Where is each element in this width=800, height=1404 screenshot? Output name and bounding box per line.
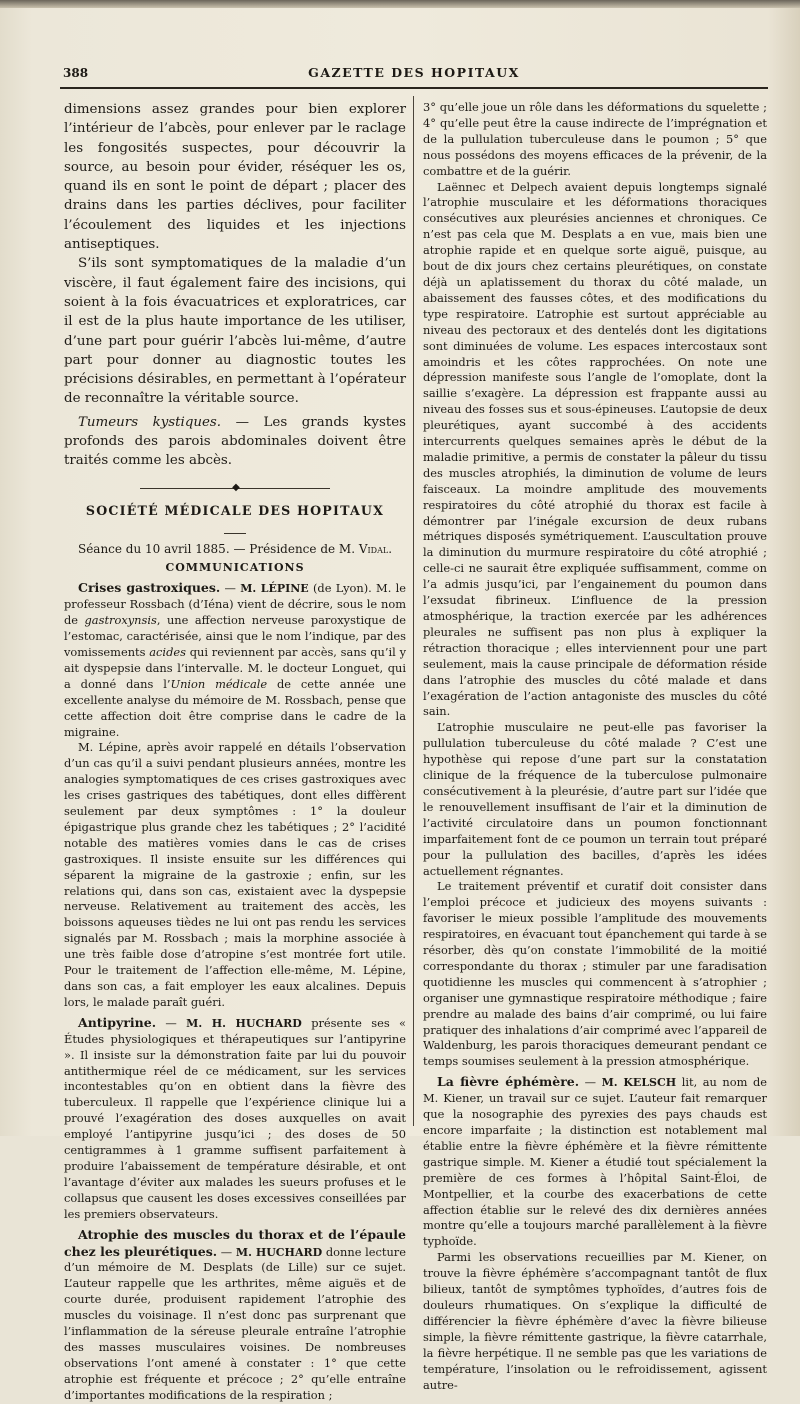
crises-text-4: de cette année une excellente analyse du mémoire de M. Rossbach, pense que cette affection doit être comprise dans le cadre de la migraine. xyxy=(64,676,406,739)
fievre-dash: — xyxy=(579,1075,602,1090)
lepine-paragraph: M. Lépine, après avoir rappelé en détails l’observation d’un cas qu’il a suivi pendant plusieurs années, montre les analogies symptomatiques de ces crises gastroxiques avec les crises gastriques des tabétiques, dont elles diffèrent seulement par deux symptômes : 1° la douleur épigastrique plus grande chez les tabétiques ; 2° l’acidité notable des matières vomies dans le cas de crises gastroxiques. Il insiste ensuite sur les différences qui séparent la migraine de la gastroxie ; enfin, sur les relations qui, dans son cas, existaient avec la dyspepsie nerveuse. Relativement au traitement des accès, les boissons aqueuses tièdes ne lui ont pas rendu les services signalés par M. Rossbach ; mais la morphine associée à une très faible dose d’atropine s’est montrée fort utile. Pour le traitement de l’affection elle-même, M. Lépine, dans son cas, a fait employer les eaux alcalines. Depuis lors, le malade paraît guéri. xyxy=(64,740,406,1009)
traitement-paragraph: Le traitement préventif et curatif doit consister dans l’emploi précoce et judicieux des moyens suivants : favoriser le mieux possible l’amplitude des mouvements respiratoires, en évacuant tout épanchement qui tarde à se résorber, dès qu’on constate l’immobilité de la moitié correspondante du thorax ; stimuler par une faradisation quotidienne les muscles qui commencent à s’atrophier ; organiser une gymnastique respiratoire méthodique ; faire prendre au malade des bains d’air comprimé, ou lui faire pratiquer des inhalations d’air comprimé avec l’appareil de Waldenburg, les parois thoraciques demeurant pendant ce temps soumises seulement à la pression atmosphérique. xyxy=(423,879,767,1069)
communications-heading: COMMUNICATIONS xyxy=(165,561,305,575)
header-rule xyxy=(60,87,768,89)
pullulation-paragraph: L’atrophie musculaire ne peut-elle pas favoriser la pullulation tuberculeuse du côté malade ? C’est une hypothèse qui repose d’une part sur la constatation clinique de la fréquence de la tuberculose pulmonaire consécutivement à la pleurésie, d’autre part sur l’idée que le renouvellement insuffisant de l’air et la diminution de l’activité circulatoire dans un poumon fonctionnant imparfaitement font de ce poumon un terrain tout préparé pour la pullulation des bacilles, d’après les idées actuellement régnantes. xyxy=(423,720,767,878)
antipyrine-text: présente ses « Études physiologiques et thérapeutiques sur l’antipyrine ». Il insiste sur la démonstration faite par lui du pouvoir antithermique réel de ce médicament, sur les services incontestables qu’on en obtient dans la fièvre des tuberculeux. Il rappelle que l’expérience clinique lui a prouvé l’exagération des doses auxquelles on avait employé l’antipyrine jusqu’ici ; des doses de 50 centigrammes à 1 gramme suffisent parfaitement à produire l’abaissement de température désirable, et ont l’avantage d’éviter aux malades les sueurs profuses et le collapsus que causent les doses excessives conseillées par les premiers observateurs. xyxy=(64,1015,407,1221)
ornament-diamond-icon: ◆ xyxy=(232,481,240,493)
society-title-rule xyxy=(224,533,246,534)
kiener-observations-paragraph: Parmi les observations recueillies par M. Kiener, on trouve la fièvre éphémère s’accompagnant tantôt de flux bilieux, tantôt de symptômes typhoïdes, d’autres fois de douleurs rhumatiques. On s’explique la difficulté de différencier la fièvre éphémère d’avec la fièvre bilieuse simple, la fièvre rémittente gastrique, la fièvre catarrhale, la fièvre herpétique. Il ne semble pas que les variations de température, l’insolation ou le refroidissement, agissent autre- xyxy=(423,1250,767,1392)
section-ornament xyxy=(64,475,406,499)
crises-gastroxiques-paragraph xyxy=(64,580,406,740)
right-column xyxy=(423,100,768,1392)
session-president: Vidal xyxy=(358,541,389,556)
antipyrine-dash: — xyxy=(156,1015,187,1030)
tumeurs-kystiques-title: Tumeurs kystiques. xyxy=(78,414,222,430)
session-period: . xyxy=(388,541,393,556)
crises-text-1: (de Lyon). M. le professeur Rossbach (d’Iéna) vient de décrire, sous le nom de xyxy=(64,581,406,628)
antipyrine-title: Antipyrine. xyxy=(78,1014,157,1030)
fievre-author: M. KELSCH xyxy=(601,1076,677,1090)
antipyrine-paragraph xyxy=(64,1015,406,1223)
crises-author: M. LÉPINE xyxy=(240,582,309,596)
abscess-paragraph-continued: dimensions assez grandes pour bien explorer l’intérieur de l’abcès, pour enlever par le raclage les fongosités suspectes, pour découvrir la source, au besoin pour évider, réséquer les os, quand ils en sont le point de départ ; placer des drains dans les parties déclives, pour faciliter l’écoulement des liquides et les injections antiseptiques. xyxy=(64,102,406,253)
journal-title: GAZETTE DES HOPITAUX xyxy=(308,65,520,80)
laennec-paragraph: Laënnec et Delpech avaient depuis longtemps signalé l’atrophie musculaire et les déformations thoraciques consécutives aux pleurésies anciennes et chroniques. Ce n’est pas cela que M. Desplats a en vue, mais bien une atrophie rapide et en quelque sorte aiguë, puisque, au bout de dix jours chez certains pleurétiques, on constate déjà un aplatissement du thorax du côté malade, un abaissement des fausses côtes, et des modifications du type respiratoire. L’atrophie est surtout appréciable au niveau des pectoraux et des dentelés dont les digitations sont diminuées de volume. Les espaces intercostaux sont amoindris et les côtes rapprochées. On note une dépression manifeste sous l’angle de l’omoplate, dont la saillie s’exagère. La dépression est frappante aussi au niveau des fosses sus et sous-épineuses. L’autopsie de deux pleurétiques, ayant succombé à des accidents intercurrents quelques semaines après le début de la maladie primitive, a permis de constater la pâleur du tissu des muscles atrophiés, la diminution de volume de leurs faisceaux. La moindre amplitude des mouvements respiratoires du côté atrophié du thorax est facile à démontrer par l’inégale excursion de deux rubans métriques disposés symétriquement. L’auscultation prouve la diminution du murmure respiratoire du côté atrophié ; celle-ci ne saurait être expliquée suffisamment, comme on l’a admis jusqu’ici, par l’engainement du poumon dans l’exsudat fibrineux. L’influence de la pression atmosphérique, la traction exercée par les adhérences pleurales ne suffisent pas non plus à expliquer la rétraction thoracique ; elles interviennent pour une part seulement, mais la cause principale de déformation réside dans l’atrophie des muscles du côté malade et dans l’exagération de l’action antagoniste des muscles du côté sain. xyxy=(423,179,767,719)
atrophie-continued-paragraph: 3° qu’elle joue un rôle dans les déformations du squelette ; 4° qu’elle peut être la cause indirecte de l’imprégnation et de la pullulation tuberculeuse dans le poumon ; 5° que nous possédons des moyens efficaces de la prévenir, de la combattre et de la guérir. xyxy=(423,100,767,178)
column-separator xyxy=(413,96,414,1126)
left-column xyxy=(64,100,407,1402)
tumeurs-kystiques-text: — Les grands kystes profonds des parois abdominales doivent être traités comme les abcès. xyxy=(64,414,407,469)
fievre-text: lit, au nom de M. Kiener, un travail sur ce sujet. L’auteur fait remarquer que la nosographie des pyrexies des pays chauds est encore imparfaite ; la distinction est notablement mal établie entre la fièvre éphémère et la fièvre rémittente gastrique simple. M. Kiener a étudié tout spécialement la première de ces formes à l’hôpital Saint-Éloi, de Montpellier, et la courbe des exacerbations de cette affection établie sur le relevé des dix dernières années montre qu’elle a toujours marché parallèlement à la fièvre typhoïde. xyxy=(423,1075,768,1249)
atrophie-paragraph xyxy=(64,1227,406,1404)
abscess-visceral-paragraph: S’ils sont symptomatiques de la maladie d’un viscère, il faut également faire des incisions, qui soient à la fois évacuatrices et exploratrices, car il est de la plus haute importance de les utiliser, d’une part pour guérir l’abcès lui-même, d’autre part pour donner au diagnostic toutes les précisions désirables, en permettant à l’opérateur de reconnaître la véritable source. xyxy=(64,256,406,407)
crises-italic-acides: acides xyxy=(149,644,186,659)
page-number: 388 xyxy=(63,66,89,80)
antipyrine-author: M. H. HUCHARD xyxy=(186,1016,302,1030)
atrophie-dash: — xyxy=(217,1244,236,1259)
page-top-edge xyxy=(0,0,800,8)
page-header xyxy=(60,62,768,84)
fievre-ephemere-paragraph xyxy=(423,1074,767,1250)
tumeurs-kystiques-paragraph xyxy=(64,413,406,471)
crises-text-2: , une affection nerveuse paroxystique de l’estomac, caractérisée, ainsi que le nom l’indique, par des vomissements xyxy=(64,613,407,659)
crises-text-3: qui reviennent par accès, sans qu’il y ait dyspepsie dans l’intervalle. M. le docteur Longuet, qui a donné dans l’ xyxy=(64,644,406,691)
crises-dash: — xyxy=(220,581,241,596)
society-title: SOCIÉTÉ MÉDICALE DES HOPITAUX xyxy=(85,502,385,518)
crises-italic-union-medicale: Union médicale xyxy=(170,676,268,691)
atrophie-title: Atrophie des muscles du thorax et de l’épaule chez les pleurétiques. xyxy=(64,1226,406,1259)
session-line xyxy=(64,542,406,558)
fievre-ephemere-title: La fièvre éphémère. xyxy=(437,1074,580,1090)
atrophie-text: donne lecture d’un mémoire de M. Desplats (de Lille) sur ce sujet. L’auteur rappelle que les arthrites, même aiguës et de courte durée, produisent rapidement l’atrophie des muscles du voisinage. Il n’est donc pas surprenant que l’inflammation de la séreuse pleurale entraîne l’atrophie des masses musculaires voisines. De nombreuses observations l’ont amené à constater : 1° que cette atrophie est fréquente et précoce ; 2° qu’elle entraîne d’importantes modifications de la respiration ; xyxy=(64,1244,406,1402)
atrophie-author: M. HUCHARD xyxy=(235,1245,323,1259)
crises-gastroxiques-title: Crises gastroxiques. xyxy=(78,580,221,596)
session-date: Séance du 10 avril 1885. — Présidence de M. xyxy=(77,541,359,556)
crises-italic-gastroxynsis: gastroxynsis xyxy=(84,613,157,628)
